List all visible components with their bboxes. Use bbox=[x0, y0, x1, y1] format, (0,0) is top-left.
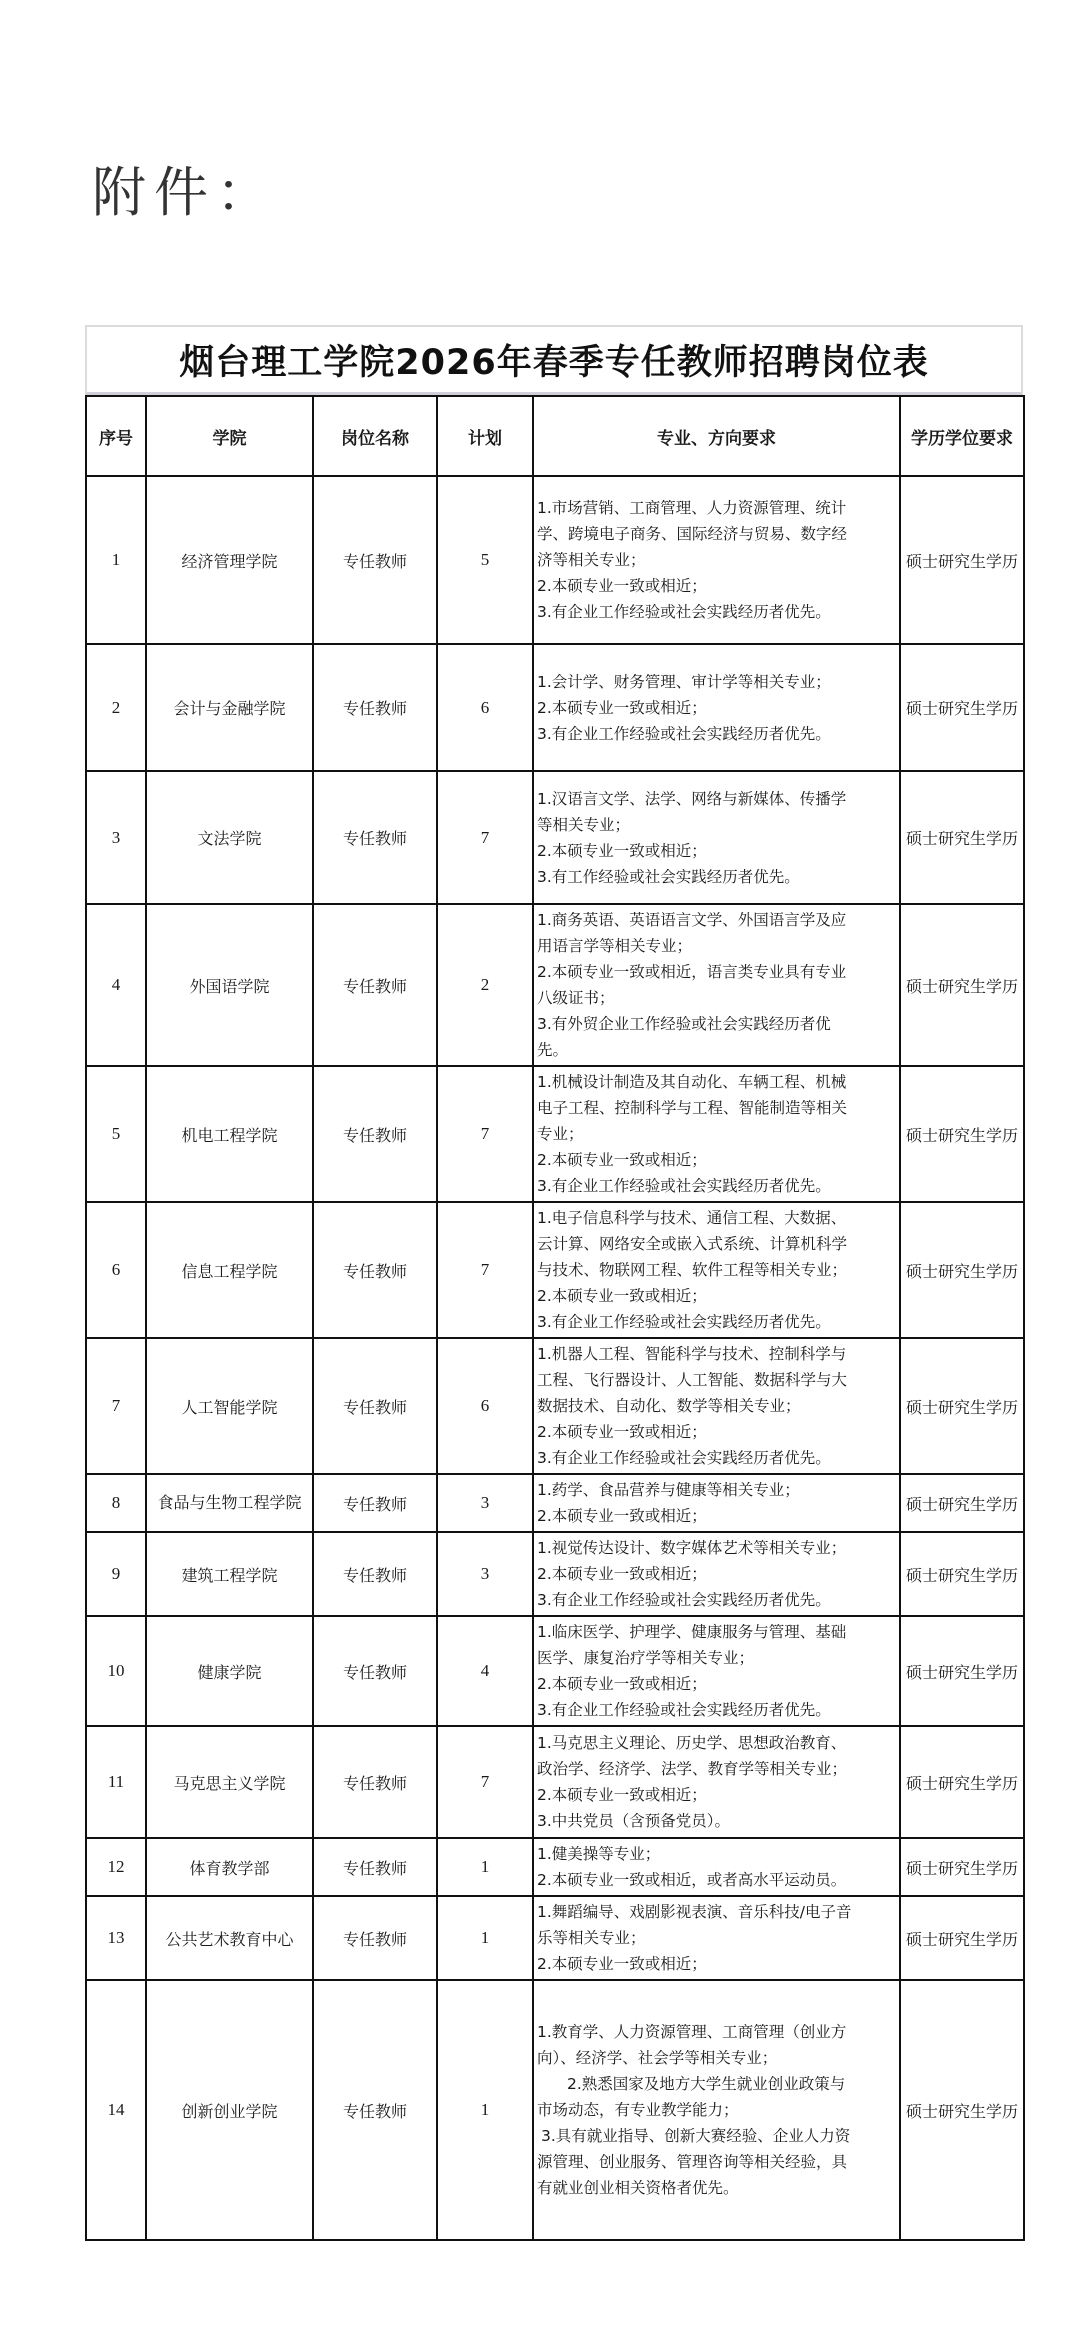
requirement-line: 1.马克思主义理论、历史学、思想政治教育、 bbox=[537, 1734, 847, 1752]
requirements-cell bbox=[533, 904, 900, 1066]
table-row bbox=[86, 1532, 1024, 1616]
college-name: 建筑工程学院 bbox=[146, 1532, 313, 1616]
college-name: 会计与金融学院 bbox=[146, 644, 313, 771]
college-name: 体育教学部 bbox=[146, 1838, 313, 1896]
requirement-line: 3.有企业工作经验或社会实践经历者优先。 bbox=[537, 1313, 831, 1331]
requirement-line: 2.本硕专业一致或相近； bbox=[537, 1565, 707, 1583]
degree-requirement: 硕士研究生学历 bbox=[900, 644, 1024, 771]
table-row bbox=[86, 1980, 1024, 2240]
requirements-cell bbox=[533, 1980, 900, 2240]
row-number: 14 bbox=[86, 1980, 146, 2240]
plan-count: 6 bbox=[437, 1338, 533, 1474]
requirement-line: 1.市场营销、工商管理、人力资源管理、统计 bbox=[537, 499, 847, 517]
degree-requirement: 硕士研究生学历 bbox=[900, 1896, 1024, 1980]
requirement-line: 2.本硕专业一致或相近； bbox=[537, 1151, 707, 1169]
college-name: 文法学院 bbox=[146, 771, 313, 904]
requirement-line: 2.熟悉国家及地方大学生就业创业政策与 bbox=[567, 2075, 846, 2093]
requirement-line: 2.本硕专业一致或相近； bbox=[537, 1955, 707, 1973]
requirement-line: 等相关专业； bbox=[537, 815, 631, 834]
requirement-line: 2.本硕专业一致或相近； bbox=[537, 1287, 707, 1305]
requirement-line: 乐等相关专业； bbox=[537, 1929, 646, 1947]
row-number: 2 bbox=[86, 644, 146, 771]
requirement-line: 1.机械设计制造及其自动化、车辆工程、机械 bbox=[537, 1073, 847, 1091]
degree-requirement: 硕士研究生学历 bbox=[900, 1980, 1024, 2240]
position-name: 专任教师 bbox=[313, 644, 437, 771]
table-body bbox=[86, 476, 1024, 2240]
requirement-line: 3.有外贸企业工作经验或社会实践经历者优 bbox=[537, 1015, 831, 1033]
requirement-line: 3.有企业工作经验或社会实践经历者优先。 bbox=[537, 724, 831, 743]
degree-requirement: 硕士研究生学历 bbox=[900, 1616, 1024, 1726]
requirements-cell bbox=[533, 1838, 900, 1896]
row-number: 8 bbox=[86, 1474, 146, 1532]
plan-count: 5 bbox=[437, 476, 533, 644]
requirement-line: 3.具有就业指导、创新大赛经验、企业人力资 bbox=[541, 2127, 851, 2145]
position-name: 专任教师 bbox=[313, 476, 437, 644]
requirements-cell bbox=[533, 771, 900, 904]
row-number: 7 bbox=[86, 1338, 146, 1474]
position-name: 专任教师 bbox=[313, 1532, 437, 1616]
degree-requirement: 硕士研究生学历 bbox=[900, 1838, 1024, 1896]
row-number: 12 bbox=[86, 1838, 146, 1896]
requirement-line: 2.本硕专业一致或相近； bbox=[537, 1423, 707, 1441]
header-row bbox=[86, 396, 1024, 476]
requirement-line: 医学、康复治疗学等相关专业； bbox=[537, 1649, 755, 1667]
requirement-line: 1.机器人工程、智能科学与技术、控制科学与 bbox=[537, 1345, 847, 1363]
requirements-cell bbox=[533, 1338, 900, 1474]
recruitment-table bbox=[85, 395, 1025, 2241]
plan-count: 2 bbox=[437, 904, 533, 1066]
table-row bbox=[86, 476, 1024, 644]
plan-count: 6 bbox=[437, 644, 533, 771]
row-number: 9 bbox=[86, 1532, 146, 1616]
table-row bbox=[86, 1202, 1024, 1338]
row-number: 11 bbox=[86, 1726, 146, 1838]
requirement-line: 3.有企业工作经验或社会实践经历者优先。 bbox=[537, 1591, 831, 1609]
table-row bbox=[86, 1474, 1024, 1532]
table-row bbox=[86, 1838, 1024, 1896]
requirement-line: 2.本硕专业一致或相近； bbox=[537, 1675, 707, 1693]
degree-requirement: 硕士研究生学历 bbox=[900, 1202, 1024, 1338]
requirement-line: 用语言学等相关专业； bbox=[537, 937, 693, 955]
requirement-line: 1.健美操等专业； bbox=[537, 1845, 661, 1863]
requirements-cell bbox=[533, 476, 900, 644]
college-name: 外国语学院 bbox=[146, 904, 313, 1066]
requirement-line: 3.有工作经验或社会实践经历者优先。 bbox=[537, 867, 800, 886]
requirements-cell bbox=[533, 1066, 900, 1202]
requirement-line: 2.本硕专业一致或相近； bbox=[537, 1786, 707, 1804]
position-name: 专任教师 bbox=[313, 1616, 437, 1726]
requirements-cell bbox=[533, 1896, 900, 1980]
header-plan: 计划 bbox=[437, 396, 533, 476]
requirement-line: 学、跨境电子商务、国际经济与贸易、数字经 bbox=[537, 525, 848, 543]
requirement-line: 济等相关专业； bbox=[537, 551, 646, 569]
requirement-line: 1.临床医学、护理学、健康服务与管理、基础 bbox=[537, 1623, 847, 1641]
table-title: 烟台理工学院2026年春季专任教师招聘岗位表 bbox=[85, 325, 1023, 395]
requirement-line: 2.本硕专业一致或相近； bbox=[537, 577, 707, 595]
plan-count: 4 bbox=[437, 1616, 533, 1726]
requirement-line: 2.本硕专业一致或相近； bbox=[537, 841, 707, 860]
header-position: 岗位名称 bbox=[313, 396, 437, 476]
row-number: 10 bbox=[86, 1616, 146, 1726]
position-name: 专任教师 bbox=[313, 771, 437, 904]
requirement-line: 3.中共党员（含预备党员）。 bbox=[537, 1812, 731, 1830]
position-name: 专任教师 bbox=[313, 1726, 437, 1838]
requirement-line: 与技术、物联网工程、软件工程等相关专业； bbox=[537, 1261, 848, 1279]
plan-count: 7 bbox=[437, 1202, 533, 1338]
college-name: 经济管理学院 bbox=[146, 476, 313, 644]
requirement-line: 政治学、经济学、法学、教育学等相关专业； bbox=[537, 1760, 848, 1778]
requirements-cell bbox=[533, 1474, 900, 1532]
row-number: 5 bbox=[86, 1066, 146, 1202]
requirements-cell bbox=[533, 1202, 900, 1338]
position-name: 专任教师 bbox=[313, 1338, 437, 1474]
college-name: 信息工程学院 bbox=[146, 1202, 313, 1338]
requirement-line: 1.药学、食品营养与健康等相关专业； bbox=[537, 1481, 800, 1499]
row-number: 3 bbox=[86, 771, 146, 904]
header-no: 序号 bbox=[86, 396, 146, 476]
requirement-line: 2.本硕专业一致或相近； bbox=[537, 698, 707, 717]
degree-requirement: 硕士研究生学历 bbox=[900, 1532, 1024, 1616]
table-row bbox=[86, 1896, 1024, 1980]
table-row bbox=[86, 1616, 1024, 1726]
requirement-line: 电子工程、控制科学与工程、智能制造等相关 bbox=[537, 1099, 848, 1117]
table-row bbox=[86, 1066, 1024, 1202]
position-name: 专任教师 bbox=[313, 1474, 437, 1532]
degree-requirement: 硕士研究生学历 bbox=[900, 1474, 1024, 1532]
plan-count: 1 bbox=[437, 1838, 533, 1896]
requirement-line: 3.有企业工作经验或社会实践经历者优先。 bbox=[537, 1177, 831, 1195]
attachment-label: 附件： bbox=[92, 161, 278, 224]
requirement-line: 云计算、网络安全或嵌入式系统、计算机科学 bbox=[537, 1235, 848, 1253]
requirement-line: 1.商务英语、英语语言文学、外国语言学及应 bbox=[537, 911, 847, 929]
requirements-cell bbox=[533, 1616, 900, 1726]
college-name: 公共艺术教育中心 bbox=[146, 1896, 313, 1980]
college-name: 人工智能学院 bbox=[146, 1338, 313, 1474]
position-name: 专任教师 bbox=[313, 1066, 437, 1202]
requirement-line: 数据技术、自动化、数学等相关专业； bbox=[537, 1397, 801, 1415]
header-college: 学院 bbox=[146, 396, 313, 476]
requirement-line: 1.电子信息科学与技术、通信工程、大数据、 bbox=[537, 1209, 847, 1227]
plan-count: 3 bbox=[437, 1474, 533, 1532]
degree-requirement: 硕士研究生学历 bbox=[900, 771, 1024, 904]
requirement-line: 向）、经济学、社会学等相关专业； bbox=[537, 2049, 778, 2067]
plan-count: 7 bbox=[437, 1726, 533, 1838]
requirement-line: 3.有企业工作经验或社会实践经历者优先。 bbox=[537, 603, 831, 621]
requirement-line: 工程、飞行器设计、人工智能、数据科学与大 bbox=[537, 1371, 848, 1389]
requirement-line: 2.本硕专业一致或相近； bbox=[537, 1507, 707, 1525]
college-name: 食品与生物工程学院 bbox=[146, 1474, 313, 1532]
table-row bbox=[86, 904, 1024, 1066]
requirement-line: 有就业创业相关资格者优先。 bbox=[537, 2179, 739, 2197]
degree-requirement: 硕士研究生学历 bbox=[900, 1338, 1024, 1474]
row-number: 13 bbox=[86, 1896, 146, 1980]
requirement-line: 2.本硕专业一致或相近，语言类专业具有专业 bbox=[537, 963, 847, 981]
table-row bbox=[86, 644, 1024, 771]
recruitment-table-container bbox=[85, 325, 1023, 2241]
header-degree: 学历学位要求 bbox=[900, 396, 1024, 476]
requirement-line: 八级证书； bbox=[537, 989, 615, 1007]
plan-count: 3 bbox=[437, 1532, 533, 1616]
table-row bbox=[86, 771, 1024, 904]
degree-requirement: 硕士研究生学历 bbox=[900, 1066, 1024, 1202]
requirement-line: 源管理、创业服务、管理咨询等相关经验，具 bbox=[537, 2153, 848, 2171]
college-name: 马克思主义学院 bbox=[146, 1726, 313, 1838]
degree-requirement: 硕士研究生学历 bbox=[900, 904, 1024, 1066]
degree-requirement: 硕士研究生学历 bbox=[900, 476, 1024, 644]
degree-requirement: 硕士研究生学历 bbox=[900, 1726, 1024, 1838]
requirements-cell bbox=[533, 1532, 900, 1616]
position-name: 专任教师 bbox=[313, 1896, 437, 1980]
plan-count: 7 bbox=[437, 1066, 533, 1202]
requirements-cell bbox=[533, 644, 900, 771]
table-row bbox=[86, 1726, 1024, 1838]
requirement-line: 专业； bbox=[537, 1125, 584, 1143]
requirement-line: 1.汉语言文学、法学、网络与新媒体、传播学 bbox=[537, 789, 847, 808]
plan-count: 1 bbox=[437, 1980, 533, 2240]
requirements-cell bbox=[533, 1726, 900, 1838]
requirement-line: 1.会计学、财务管理、审计学等相关专业； bbox=[537, 672, 831, 691]
requirement-line: 1.教育学、人力资源管理、工商管理（创业方 bbox=[537, 2023, 847, 2041]
position-name: 专任教师 bbox=[313, 1980, 437, 2240]
plan-count: 1 bbox=[437, 1896, 533, 1980]
requirement-line: 3.有企业工作经验或社会实践经历者优先。 bbox=[537, 1449, 831, 1467]
position-name: 专任教师 bbox=[313, 1202, 437, 1338]
requirement-line: 市场动态，有专业教学能力； bbox=[537, 2101, 739, 2119]
plan-count: 7 bbox=[437, 771, 533, 904]
requirement-line: 1.视觉传达设计、数字媒体艺术等相关专业； bbox=[537, 1539, 847, 1557]
header-requirements: 专业、方向要求 bbox=[533, 396, 900, 476]
row-number: 6 bbox=[86, 1202, 146, 1338]
college-name: 机电工程学院 bbox=[146, 1066, 313, 1202]
requirement-line: 1.舞蹈编导、戏剧影视表演、音乐科技/电子音 bbox=[537, 1903, 852, 1921]
requirement-line: 先。 bbox=[537, 1041, 569, 1059]
college-name: 健康学院 bbox=[146, 1616, 313, 1726]
requirement-line: 2.本硕专业一致或相近，或者高水平运动员。 bbox=[537, 1871, 847, 1889]
requirement-line: 3.有企业工作经验或社会实践经历者优先。 bbox=[537, 1701, 831, 1719]
row-number: 1 bbox=[86, 476, 146, 644]
college-name: 创新创业学院 bbox=[146, 1980, 313, 2240]
table-row bbox=[86, 1338, 1024, 1474]
position-name: 专任教师 bbox=[313, 904, 437, 1066]
row-number: 4 bbox=[86, 904, 146, 1066]
position-name: 专任教师 bbox=[313, 1838, 437, 1896]
